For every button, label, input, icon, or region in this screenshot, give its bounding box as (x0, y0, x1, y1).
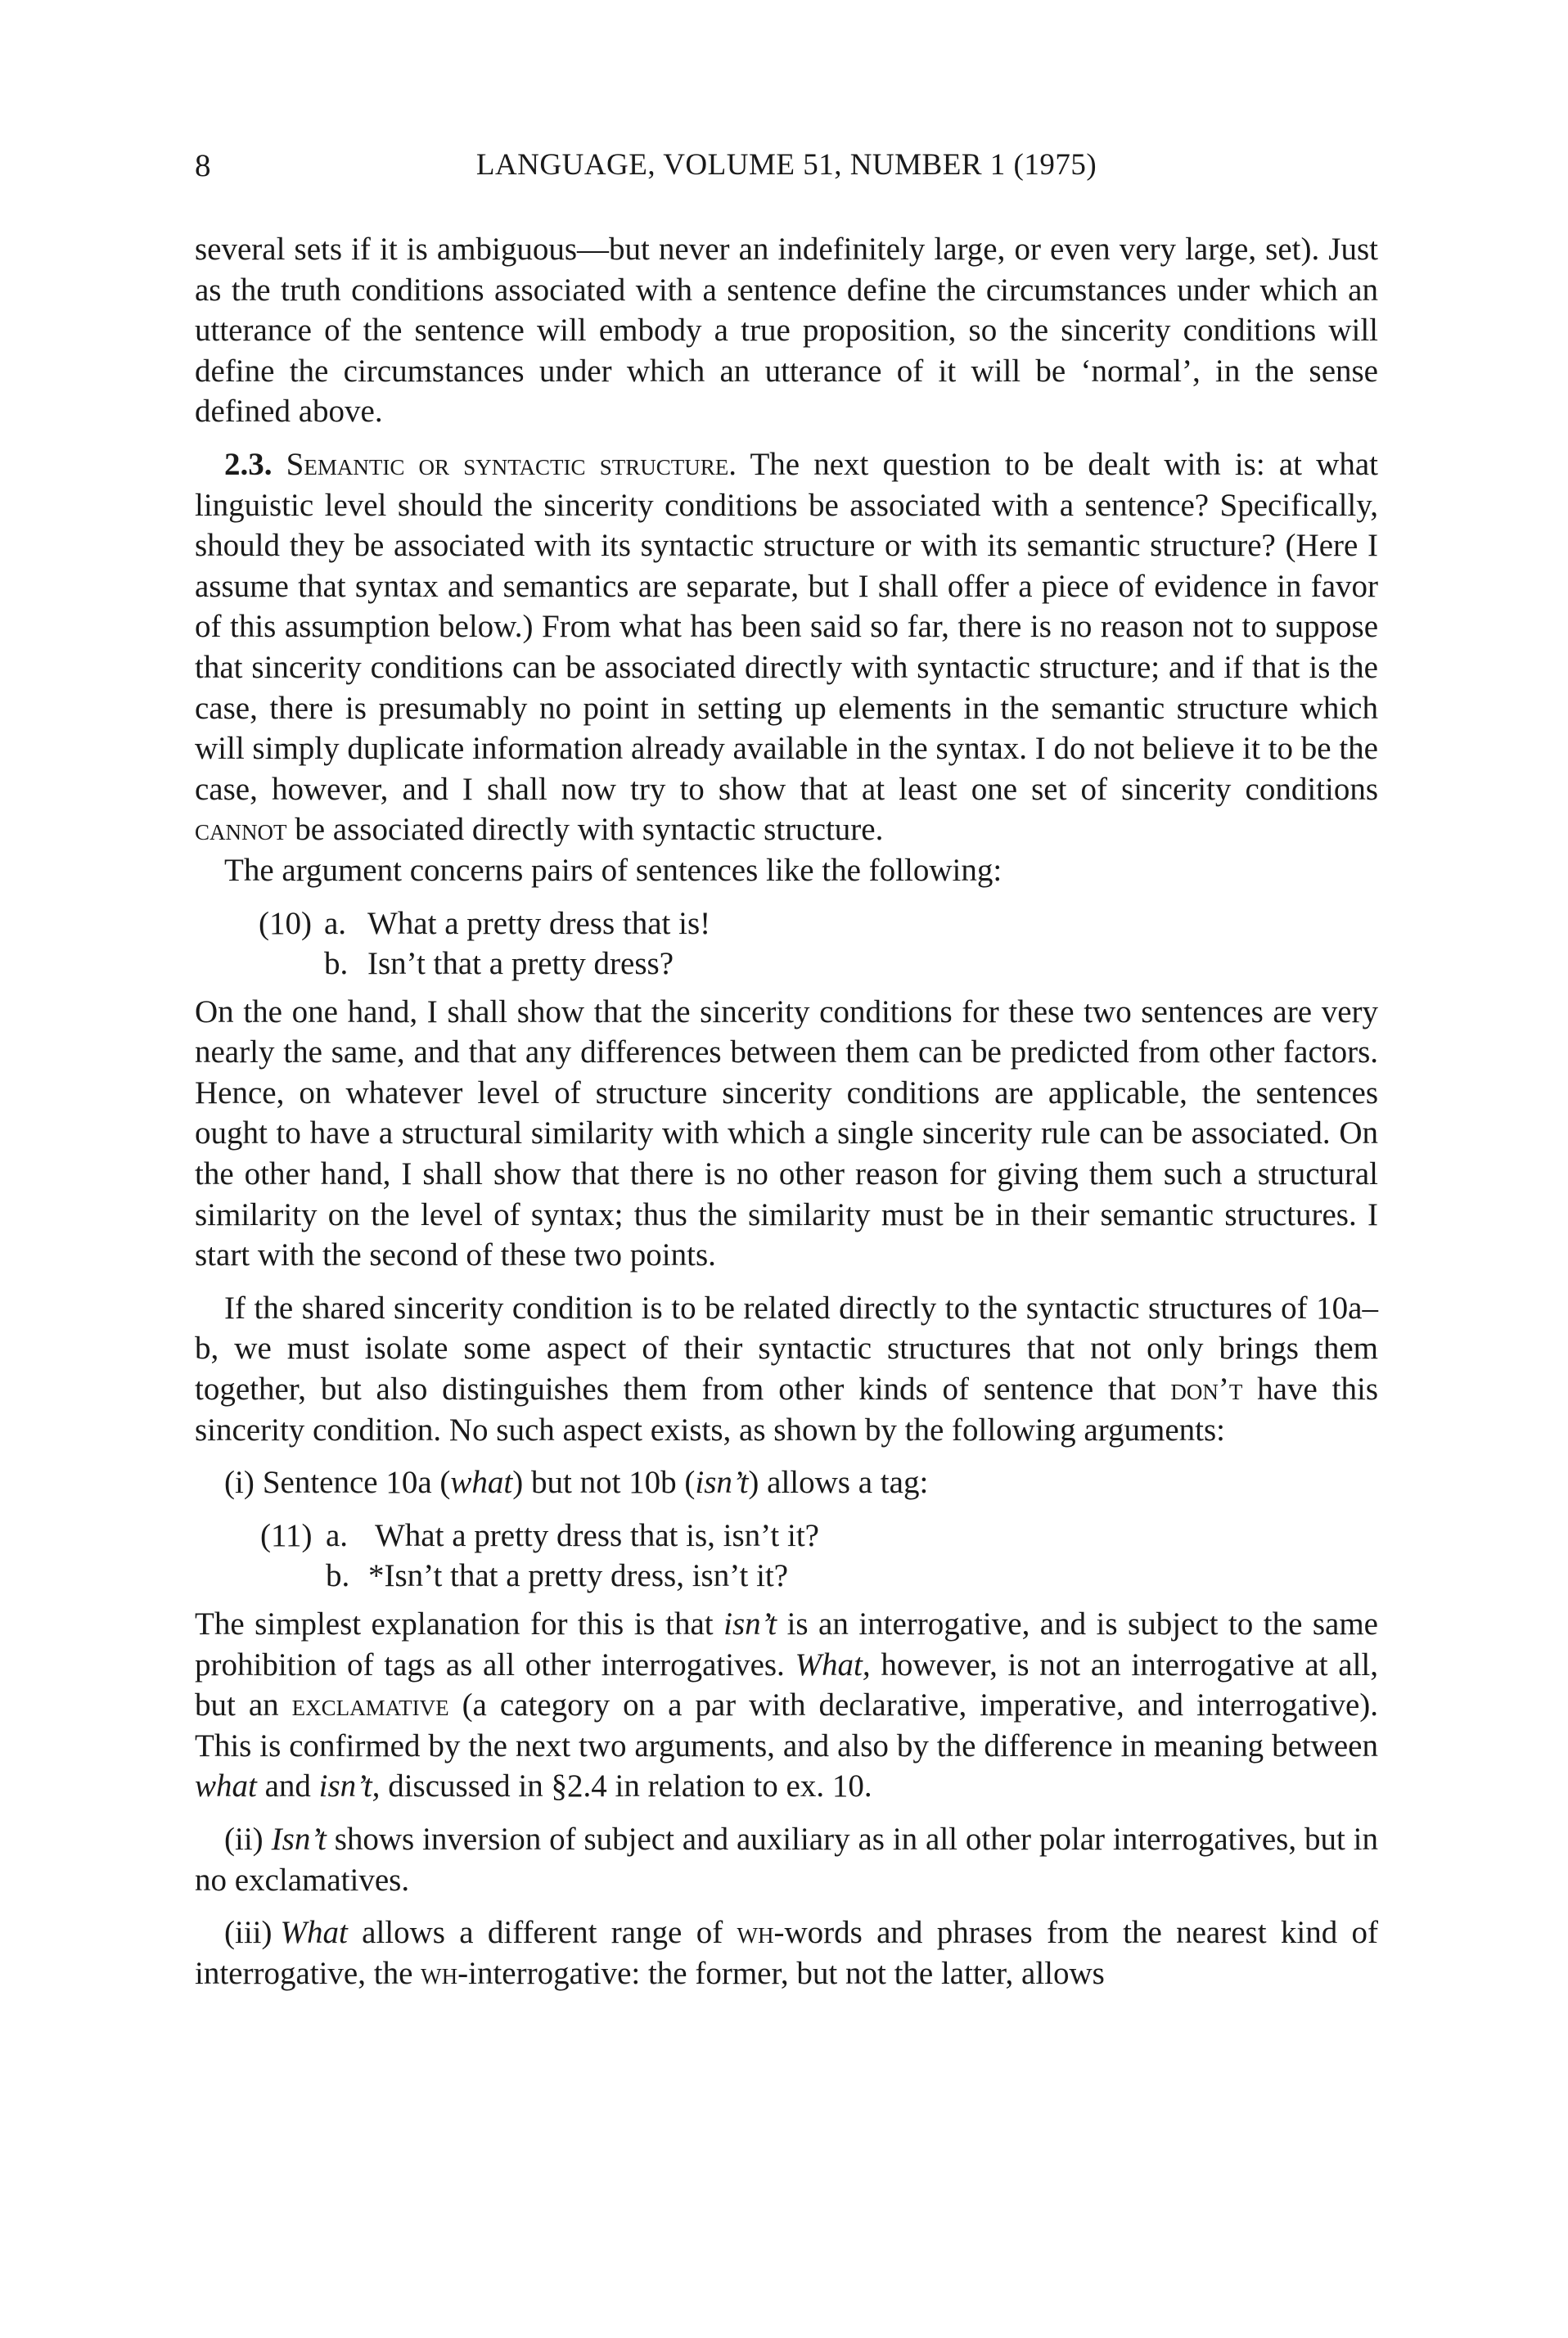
running-head: LANGUAGE, VOLUME 51, NUMBER 1 (1975) (475, 148, 1097, 182)
term-exclamative: exclamative (291, 1687, 449, 1723)
example-letter: b. (324, 946, 349, 982)
example-number: (10) (259, 905, 312, 941)
argument-ii: (ii) Isn’t shows inversion of subject and auxiliary as in all other polar interrogatives, but in no exclamatives. (195, 1821, 1378, 1898)
example-letter: a. (324, 905, 347, 941)
argument-iii: (iii) What allows a different range of wh-words and phrases from the nearest kind of interrogative, the wh-interrogative: the former, but not the latter, allows (195, 1915, 1379, 1991)
paragraph-simplest-explanation: The simplest explanation for this is that isn’t is an interrogative, and is subject to the same prohibition of tags as all other interrogatives. What, however, is not an interrogative at all, but an exclamative (a category on a par with declarative, imperative, and interrogative). This is confirmed by the next two arguments, and also by the difference in meaning between what and isn’t, discussed in §2.4 in relation to ex. 10. (195, 1606, 1378, 1804)
example-sentence: *Isn’t that a pretty dress, isn’t it? (368, 1558, 789, 1594)
example-number: (11) (260, 1517, 313, 1553)
section-number: 2.3. (224, 446, 273, 482)
example-letter: a. (326, 1517, 349, 1553)
example-11 (195, 1516, 1378, 1597)
example-11b (260, 1556, 1378, 1597)
example-10b (259, 944, 1378, 984)
paragraph-shared-condition: If the shared sincerity condition is to be related directly to the syntactic structures of 10a–b, we must isolate some aspect of their syntactic structures that not only brings them together, but also distinguishes them from other kinds of sentence that don’t have this sincerity condition. No such aspect exists, as shown by the following arguments: (195, 1290, 1379, 1448)
argument-label: (iii) (224, 1915, 273, 1951)
emphasis-dont: don’t (1170, 1372, 1243, 1408)
page-number: 8 (195, 148, 211, 183)
emphasis-cannot: cannot (195, 812, 287, 848)
paragraph-argument-intro: The argument concerns pairs of sentences like the following: (224, 852, 1003, 888)
section-2-3-paragraph: 2.3. Semantic or syntactic structure. The next question to be dealt with is: at what linguistic level should the sincerity conditions be associated with a sentence? Specifically, should they be associated with its syntactic structure or with its semantic structure? (Here I assume that syntax and semantics are separate, but I shall offer a piece of evidence in favor of this assumption below.) From what has been said so far, there is no reason not to suppose that sincerity conditions can be associated directly with syntactic structure; and if that is the case, there is presumably no point in setting up elements in the semantic structure which will simply duplicate information already available in the syntax. I do not believe it to be the case, however, and I shall now try to show that at least one set of sincerity conditions cannot be associated directly with syntactic structure. (195, 446, 1378, 848)
paragraph-on-the-one-hand: On the one hand, I shall show that the sincerity conditions for these two sentences are very nearly the same, and that any differences between them can be predicted from other factors. Hence, on whatever level of structure sincerity conditions are applicable, the sentences ought to have a structural similarity with which a single sincerity rule can be associated. On the other hand, I shall show that there is no other reason for giving them such a structural similarity on the level of syntax; thus the similarity must be in their semantic structures. I start with the second of these two points. (195, 993, 1378, 1273)
section-title: Semantic or syntactic structure. (286, 446, 737, 482)
example-sentence: What a pretty dress that is! (367, 905, 711, 941)
example-10a (259, 903, 1378, 944)
argument-i: (i) Sentence 10a (what) but not 10b (isn’t) allows a tag: (224, 1465, 929, 1501)
argument-label: (i) (224, 1465, 255, 1501)
example-11a (260, 1516, 1378, 1556)
example-sentence: What a pretty dress that is, isn’t it? (375, 1517, 819, 1553)
page-header (195, 147, 1378, 196)
example-10 (195, 903, 1378, 984)
page (195, 147, 1378, 1993)
example-letter: b. (326, 1558, 350, 1594)
argument-label: (ii) (224, 1821, 264, 1857)
article-body (195, 229, 1378, 1993)
paragraph-continued: several sets if it is ambiguous—but never an indefinitely large, or even very large, set). Just as the truth conditions associated with a sentence define the circumstances under which an utterance of the sentence will embody a true proposition, so the sincerity conditions will define the circumstances under which an utterance of it will be ‘normal’, in the sense defined above. (195, 232, 1378, 430)
example-sentence: Isn’t that a pretty dress? (367, 946, 674, 982)
